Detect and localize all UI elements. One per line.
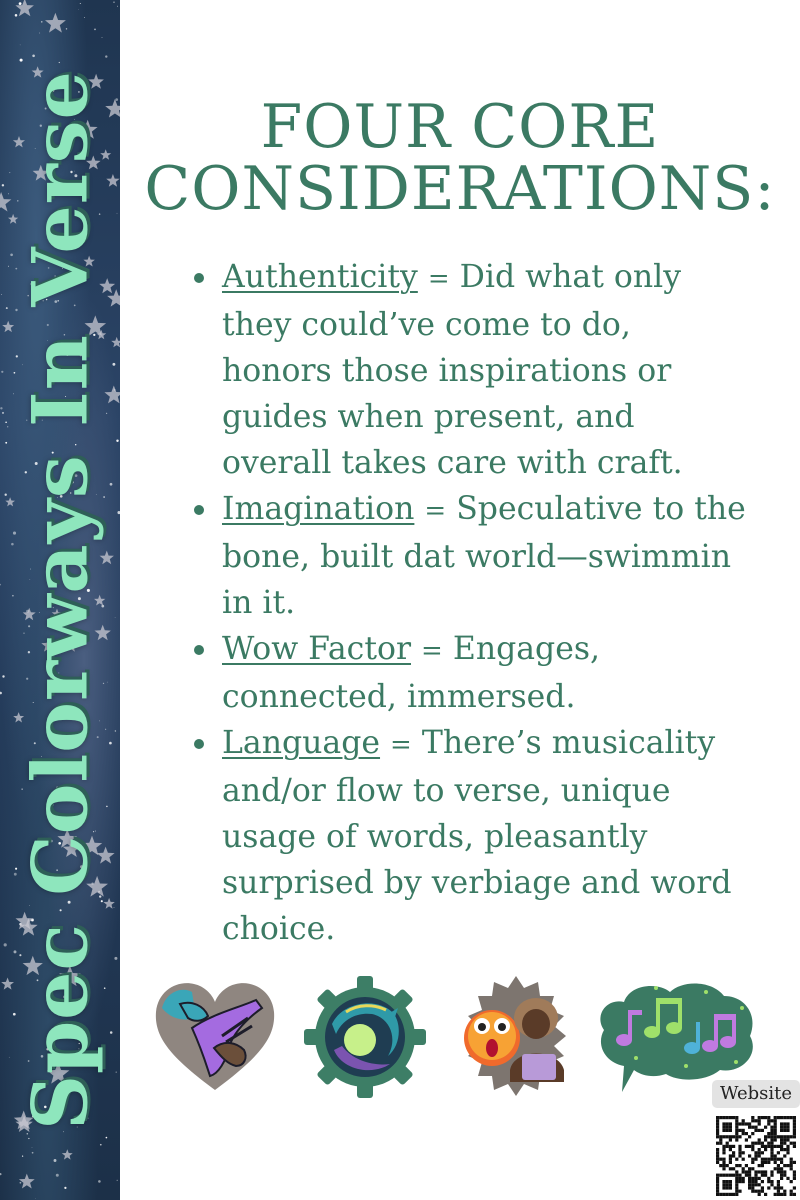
banner-title: Spec Colorways In Verse — [15, 70, 105, 1130]
page-title — [130, 92, 790, 224]
list-item-imagination — [188, 486, 748, 626]
definition-authenticity: Did what only they could’ve come to do, honors those inspirations or guides when present, and overall takes care with craft. — [222, 259, 683, 481]
definition-language: There’s musicality and/or flow to verse, unique usage of words, pleasantly surprised by verbiage and word choice. — [222, 725, 732, 947]
website-qr-code[interactable] — [716, 1116, 796, 1196]
page-title-line1: FOUR CORE — [260, 92, 660, 162]
separator: = — [421, 636, 443, 666]
surprised-emoji-reader-icon — [452, 974, 580, 1104]
separator: = — [390, 730, 412, 760]
dragon-gear-icon — [302, 974, 428, 1104]
separator: = — [427, 264, 450, 294]
term-imagination: Imagination — [222, 491, 415, 527]
term-wow-factor: Wow Factor — [222, 631, 411, 667]
list-item-authenticity — [188, 254, 748, 486]
term-authenticity: Authenticity — [222, 259, 418, 295]
website-label[interactable]: Website — [712, 1080, 800, 1108]
page-title-line2: CONSIDERATIONS: — [144, 154, 776, 224]
list-item-wow-factor — [188, 626, 748, 720]
term-language: Language — [222, 725, 381, 761]
definition-wow-factor: Engages, connected, immersed. — [222, 631, 601, 715]
considerations-list — [188, 254, 748, 952]
list-item-language — [188, 720, 748, 952]
heart-hands-icon — [152, 978, 278, 1100]
definition-imagination: Speculative to the bone, built dat world—swimmin in it. — [222, 491, 746, 621]
separator: = — [424, 496, 447, 526]
starry-side-banner — [0, 0, 120, 1200]
